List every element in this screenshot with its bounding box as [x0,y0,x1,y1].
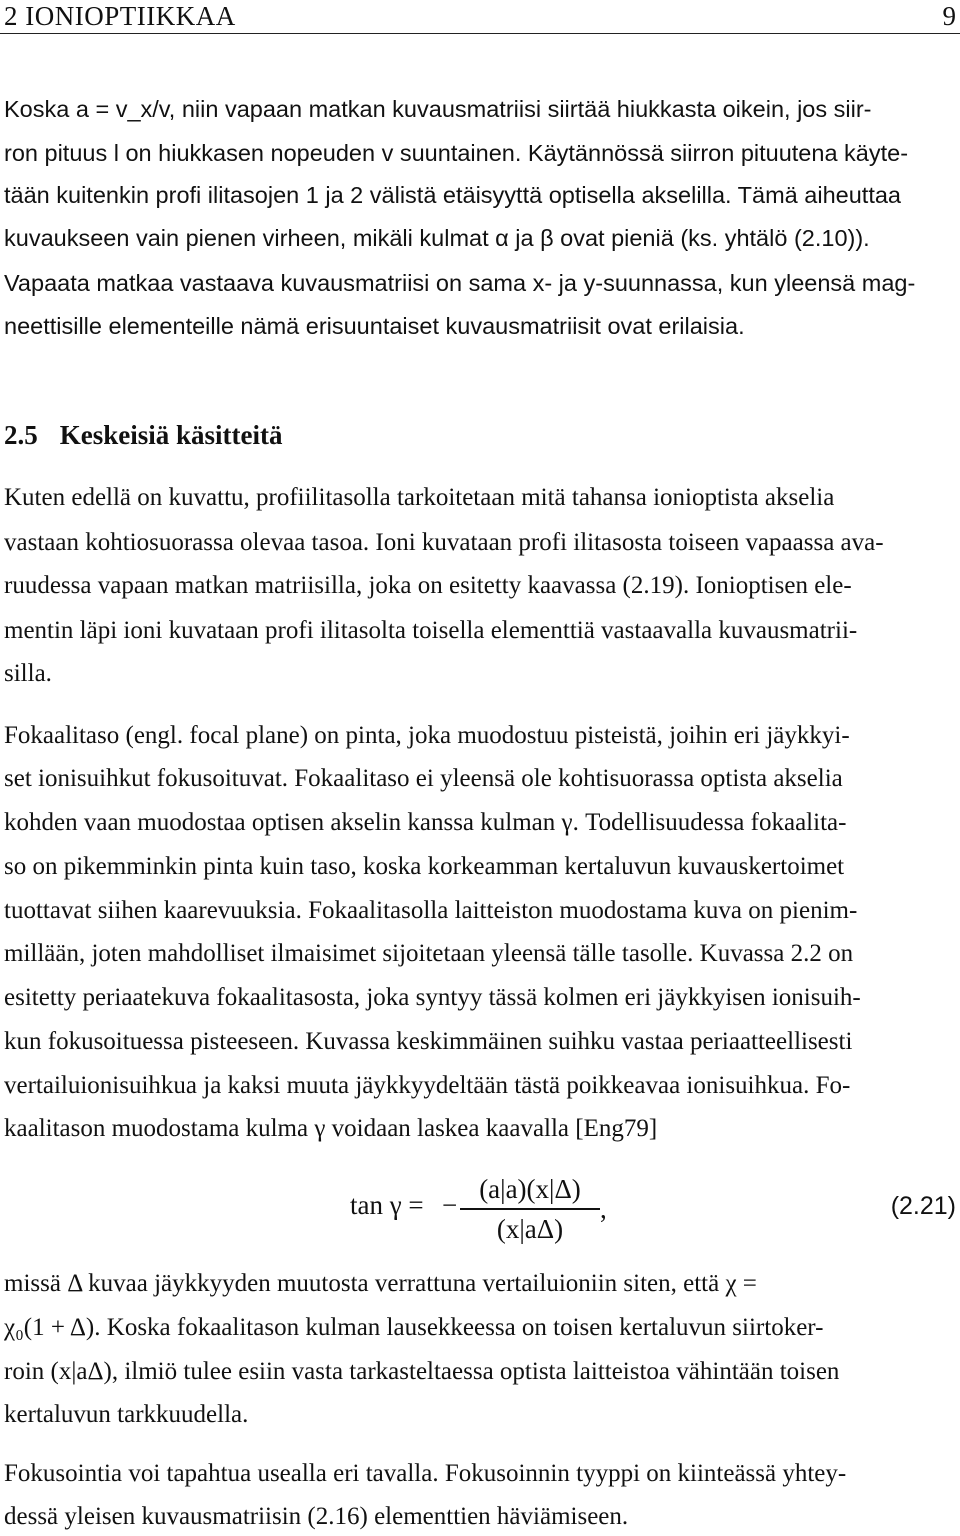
text-line: Fokusointia voi tapahtua usealla eri tavalla. Fokusoinnin tyyppi on kiinteässä yhtey- [4,1460,847,1487]
equation-fraction [460,1172,600,1246]
text-line: kun fokusoituessa pisteeseen. Kuvassa keskimmäinen suihku vastaa periaatteellisesti [4,1028,853,1055]
text-line: missä Δ kuvaa jäykkyyden muutosta verrattuna vertailuioniin siten, että χ = [4,1270,757,1297]
text-line: millään, joten mahdolliset ilmaisimet sijoitetaan yleensä tälle tasolle. Kuvassa 2.2 on [4,940,854,967]
text-line: Koska a = v_x/v, niin vapaan matkan kuvausmatriisi siirtää hiukkasta oikein, jos siir- [4,96,872,122]
text-line: ron pituus l on hiukkasen nopeuden v suuntainen. Käytännössä siirron pituutena käyte- [4,140,909,166]
text-line: mentin läpi ioni kuvataan profi ilitasolta toisella elementtiä vastaavalla kuvausmatrii- [4,617,858,644]
page-number: 9 [942,1,956,31]
text-line: set ionisuihkut fokusoituvat. Fokaalitaso ei yleensä ole kohtisuorassa optista akselia [4,765,843,792]
text-line: roin (x|aΔ), ilmiö tulee esiin vasta tarkasteltaessa optista laitteistoa vähintään toisen [4,1358,840,1385]
text-line: vertailuionisuihkua ja kaksi muuta jäykkyydeltään tästä poikkeavaa ionisuihkua. Fo- [4,1072,851,1099]
text-line: Kuten edellä on kuvattu, profiilitasolla tarkoitetaan mitä tahansa ionioptista akselia [4,484,835,511]
fraction-bar [460,1208,600,1210]
text-line: esitetty periaatekuva fokaalitasosta, joka syntyy tässä kolmen eri jäykkyisen ionisuih- [4,984,861,1011]
text-line: neettisille elementeille nämä erisuuntaiset kuvausmatriisit ovat erilaisia. [4,313,745,339]
text-line: ruudessa vapaan matkan matriisilla, joka on esitetty kaavassa (2.19). Ionioptisen ele- [4,572,852,599]
header-rule [0,33,960,34]
section-number: 2.5 [4,420,38,450]
text-line: kuvaukseen vain pienen virheen, mikäli kulmat α ja β ovat pieniä (ks. yhtälö (2.10)). [4,225,870,251]
text-line: kaalitason muodostama kulma γ voidaan laskea kaavalla [Eng79] [4,1115,658,1142]
equation-2-21 [0,1172,960,1252]
text-line: vastaan kohtiosuorassa olevaa tasoa. Ioni kuvataan profi ilitasosta toiseen vapaassa ava- [4,529,884,556]
text-line: so on pikemminkin pinta kuin taso, koska korkeamman kertaluvun kuvauskertoimet [4,853,845,880]
text-line: tään kuitenkin profi ilitasojen 1 ja 2 välistä etäisyyttä optisella akselilla. Tämä aiheuttaa [4,182,901,208]
text-line: Vapaata matkaa vastaava kuvausmatriisi on sama x- ja y-suunnassa, kun yleensä mag- [4,270,916,296]
equation-numerator: (a|a)(x|Δ) [479,1174,581,1204]
text-line: χ₀(1 + Δ). Koska fokaalitason kulman lausekkeessa on toisen kertaluvun siirtoker- [4,1314,824,1341]
equation-number: (2.21) [890,1192,956,1220]
section-heading [4,420,283,451]
equation-denominator: (x|aΔ) [496,1213,564,1244]
text-line: dessä yleisen kuvausmatriisin (2.16) elementtien häviämiseen. [4,1503,629,1530]
running-head: 2 IONIOPTIIKKAA [4,1,236,31]
text-line: Fokaalitaso (engl. focal plane) on pinta, joka muodostuu pisteistä, joihin eri jäykkyi- [4,722,850,749]
page-header [0,0,960,36]
equation-lhs: tan γ = [350,1190,424,1220]
text-line: silla. [4,660,52,687]
text-line: kertaluvun tarkkuudella. [4,1401,249,1428]
text-line: kohden vaan muodostaa optisen akselin kanssa kulman γ. Todellisuudessa fokaalita- [4,809,847,836]
text-line: tuottavat siihen kaarevuuksia. Fokaalitasolla laitteiston muodostama kuva on pienim- [4,897,858,924]
equation-trail: , [600,1194,607,1224]
equation-sign: − [442,1190,458,1220]
section-title: Keskeisiä käsitteitä [59,420,283,450]
